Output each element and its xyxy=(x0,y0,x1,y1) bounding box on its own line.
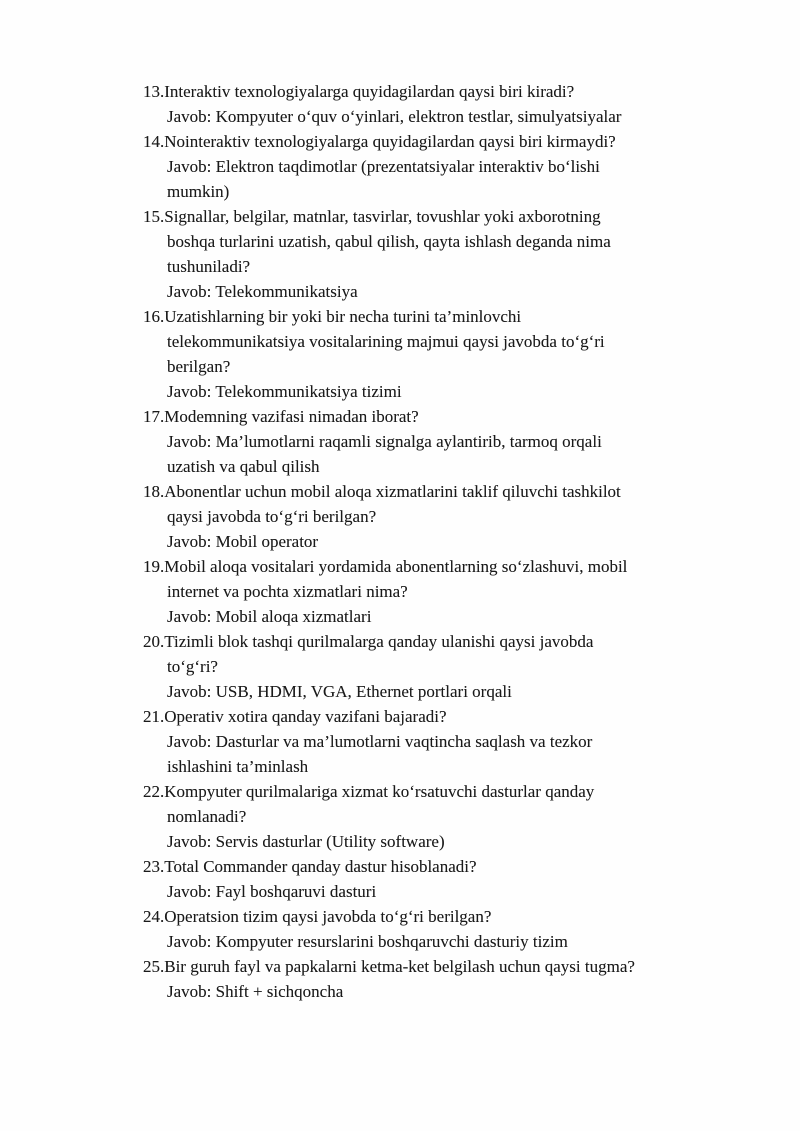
item-number: 16. xyxy=(143,307,165,326)
answer-line: Javob: Elektron taqdimotlar (prezentatsiyalar interaktiv bo‘lishi xyxy=(167,157,600,176)
item-number: 15. xyxy=(143,207,165,226)
answer-line: Javob: Kompyuter resurslarini boshqaruvchi dasturiy tizim xyxy=(167,932,568,951)
question-text: Total Commander qanday dastur hisoblanadi? xyxy=(164,857,477,876)
item-number: 21. xyxy=(143,707,165,726)
answer-line-continuation: ishlashini ta’minlash xyxy=(167,757,309,776)
question-text: Operativ xotira qanday vazifani bajaradi? xyxy=(164,707,447,726)
qa-item xyxy=(143,904,635,954)
question-line-continuation: internet va pochta xizmatlari nima? xyxy=(167,582,408,601)
qa-item xyxy=(143,304,635,404)
question-line-continuation: berilgan? xyxy=(167,357,231,376)
qa-item xyxy=(143,629,635,704)
question-text: Modemning vazifasi nimadan iborat? xyxy=(164,407,419,426)
qa-item xyxy=(143,479,635,554)
answer-line: Javob: Telekommunikatsiya xyxy=(167,282,358,301)
item-number: 20. xyxy=(143,632,165,651)
item-number: 13. xyxy=(143,82,165,101)
qa-item xyxy=(143,204,635,304)
item-number: 14. xyxy=(143,132,165,151)
question-text: Abonentlar uchun mobil aloqa xizmatlarini taklif qiluvchi tashkilot xyxy=(164,482,621,501)
answer-line: Javob: Mobil operator xyxy=(167,532,319,551)
answer-line: Javob: Ma’lumotlarni raqamli signalga aylantirib, tarmoq orqali xyxy=(167,432,602,451)
question-line xyxy=(143,904,635,929)
qa-item xyxy=(143,854,635,904)
question-text: Mobil aloqa vositalari yordamida abonentlarning so‘zlashuvi, mobil xyxy=(164,557,628,576)
answer-line: Javob: USB, HDMI, VGA, Ethernet portlari orqali xyxy=(167,682,512,701)
item-number: 18. xyxy=(143,482,165,501)
question-text: Kompyuter qurilmalariga xizmat ko‘rsatuvchi dasturlar qanday xyxy=(164,782,595,801)
question-line xyxy=(143,204,635,229)
answer-line: Javob: Telekommunikatsiya tizimi xyxy=(167,382,402,401)
qa-item xyxy=(143,404,635,479)
question-line xyxy=(143,479,635,504)
question-line xyxy=(143,554,635,579)
question-line-continuation: boshqa turlarini uzatish, qabul qilish, qayta ishlash deganda nima xyxy=(167,232,611,251)
question-line-continuation: to‘g‘ri? xyxy=(167,657,218,676)
question-text: Tizimli blok tashqi qurilmalarga qanday ulanishi qaysi javobda xyxy=(164,632,594,651)
question-line xyxy=(143,129,635,154)
question-line xyxy=(143,779,635,804)
question-line-continuation: qaysi javobda to‘g‘ri berilgan? xyxy=(167,507,377,526)
question-line xyxy=(143,854,635,879)
qa-item xyxy=(143,79,635,129)
item-number: 17. xyxy=(143,407,165,426)
question-text: Bir guruh fayl va papkalarni ketma-ket belgilash uchun qaysi tugma? xyxy=(164,957,635,976)
item-number: 19. xyxy=(143,557,165,576)
qa-item xyxy=(143,129,635,204)
answer-line-continuation: mumkin) xyxy=(167,182,230,201)
answer-line: Javob: Dasturlar va ma’lumotlarni vaqtincha saqlash va tezkor xyxy=(167,732,593,751)
item-number: 23. xyxy=(143,857,165,876)
qa-item xyxy=(143,954,635,1004)
question-answer-list xyxy=(143,79,635,1004)
question-line xyxy=(143,954,635,979)
answer-line: Javob: Shift + sichqoncha xyxy=(167,982,344,1001)
qa-item xyxy=(143,704,635,779)
question-line xyxy=(143,304,635,329)
item-number: 25. xyxy=(143,957,165,976)
question-text: Interaktiv texnologiyalarga quyidagilardan qaysi biri kiradi? xyxy=(164,82,575,101)
answer-line-continuation: uzatish va qabul qilish xyxy=(167,457,320,476)
question-line xyxy=(143,404,635,429)
qa-item xyxy=(143,554,635,629)
question-line-continuation: telekommunikatsiya vositalarining majmui qaysi javobda to‘g‘ri xyxy=(167,332,605,351)
question-text: Uzatishlarning bir yoki bir necha turini ta’minlovchi xyxy=(164,307,522,326)
question-line xyxy=(143,704,635,729)
question-text: Signallar, belgilar, matnlar, tasvirlar, tovushlar yoki axborotning xyxy=(164,207,601,226)
qa-item xyxy=(143,779,635,854)
answer-line: Javob: Kompyuter o‘quv o‘yinlari, elektron testlar, simulyatsiyalar xyxy=(167,107,622,126)
question-line-continuation: nomlanadi? xyxy=(167,807,247,826)
answer-line: Javob: Servis dasturlar (Utility software) xyxy=(167,832,445,851)
question-line xyxy=(143,629,635,654)
question-line-continuation: tushuniladi? xyxy=(167,257,251,276)
item-number: 24. xyxy=(143,907,165,926)
answer-line: Javob: Fayl boshqaruvi dasturi xyxy=(167,882,377,901)
question-text: Nointeraktiv texnologiyalarga quyidagilardan qaysi biri kirmaydi? xyxy=(164,132,616,151)
item-number: 22. xyxy=(143,782,165,801)
answer-line: Javob: Mobil aloqa xizmatlari xyxy=(167,607,372,626)
question-line xyxy=(143,79,635,104)
question-text: Operatsion tizim qaysi javobda to‘g‘ri berilgan? xyxy=(164,907,492,926)
